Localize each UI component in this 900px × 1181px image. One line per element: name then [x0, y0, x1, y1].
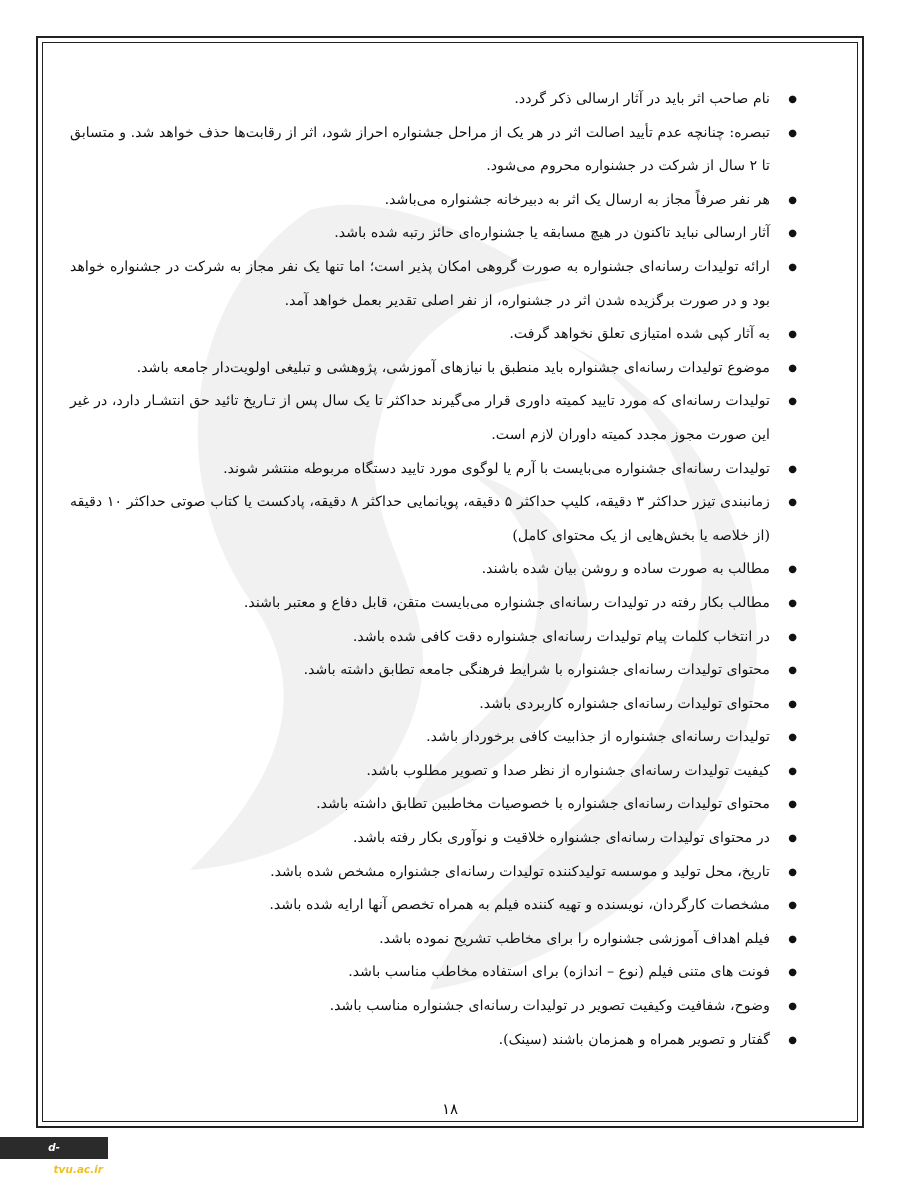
requirements-content [70, 83, 800, 1057]
list-item: ● موضوع تولیدات رسانه‌ای جشنواره باید منطبق با نیازهای آموزشی، پژوهشی و تبلیغی اولویت‌دار جامعه باشد. [70, 352, 800, 386]
list-item: ● محتوای تولیدات رسانه‌ای جشنواره کاربردی باشد. [70, 688, 800, 722]
list-item: ● زمانبندی تیزر حداکثر ۳ دقیقه، کلیپ حداکثر ۵ دقیقه، پویانمایی حداکثر ۸ دقیقه، پادکست یا کتاب صوتی حداکثر ۱۰ دقیقه (از خلاصه یا بخش‌هایی از یک محتوای کامل) [70, 486, 800, 553]
list-item: ● فونت های متنی فیلم (نوع – اندازه) برای استفاده مخاطب مناسب باشد. [70, 956, 800, 990]
page-number: ۱۸ [441, 1100, 459, 1118]
list-item: ● نام صاحب اثر باید در آثار ارسالی ذکر گردد. [70, 83, 800, 117]
list-item: ● گفتار و تصویر همراه و همزمان باشند (سینک). [70, 1024, 800, 1058]
list-item: ● مطالب به صورت ساده و روشن بیان شده باشند. [70, 553, 800, 587]
list-item: ● تولیدات رسانه‌ای جشنواره می‌بایست با آرم یا لوگوی مورد تایید دستگاه مربوطه منتشر شوند. [70, 453, 800, 487]
list-item: ● در محتوای تولیدات رسانه‌ای جشنواره خلاقیت و نوآوری بکار رفته باشد. [70, 822, 800, 856]
list-item: ● به آثار کپی شده امتیازی تعلق نخواهد گرفت. [70, 318, 800, 352]
list-item: ● ارائه تولیدات رسانه‌ای جشنواره به صورت گروهی امکان پذیر است؛ اما تنها یک نفر مجاز به شرکت در جشنواره خواهد بود و در صورت برگزیده شدن اثر در جشنواره، از نفر اصلی تقدیر بعمل خواهد آمد. [70, 251, 800, 318]
list-item: ● وضوح، شفافیت وکیفیت تصویر در تولیدات رسانه‌ای جشنواره مناسب باشد. [70, 990, 800, 1024]
list-item: ● تبصره: چنانچه عدم تأیید اصالت اثر در هر یک از مراحل جشنواره احراز شود، اثر از رقابت‌ها حذف خواهد شد. و متسابق تا ۲ سال از شرکت در جشنواره محروم می‌شود. [70, 117, 800, 184]
list-item: ● فیلم اهداف آموزشی جشنواره را برای مخاطب تشریح نموده باشد. [70, 923, 800, 957]
requirements-list [70, 83, 800, 1057]
list-item: ● هر نفر صرفاً مجاز به ارسال یک اثر به دبیرخانه جشنواره می‌باشد. [70, 184, 800, 218]
list-item: ● محتوای تولیدات رسانه‌ای جشنواره با شرایط فرهنگی جامعه تطابق داشته باشد. [70, 654, 800, 688]
list-item: ● آثار ارسالی نباید تاکنون در هیچ مسابقه یا جشنواره‌ای حائز رتبه شده باشد. [70, 217, 800, 251]
list-item: ● در انتخاب کلمات پیام تولیدات رسانه‌ای جشنواره دقت کافی شده باشد. [70, 621, 800, 655]
list-item: ● مطالب بکار رفته در تولیدات رسانه‌ای جشنواره می‌بایست متقن، قابل دفاع و معتبر باشند. [70, 587, 800, 621]
list-item: ● کیفیت تولیدات رسانه‌ای جشنواره از نظر صدا و تصویر مطلوب باشد. [70, 755, 800, 789]
list-item: ● تولیدات رسانه‌ای که مورد تایید کمیته داوری قرار می‌گیرند حداکثر تا یک سال پس از تـاریخ تائید حق انتشـار دارد، در غیر این صورت مجوز مجدد کمیته داوران لازم است. [70, 385, 800, 452]
site-url-label[interactable] [0, 1137, 108, 1176]
list-item: ● تاریخ، محل تولید و موسسه تولیدکننده تولیدات رسانه‌ای جشنواره مشخص شده باشد. [70, 856, 800, 890]
site-url-prefix: d-kerman. [5, 1142, 60, 1176]
list-item: ● مشخصات کارگردان، نویسنده و تهیه کننده فیلم به همراه تخصص آنها ارایه شده باشد. [70, 889, 800, 923]
site-url-domain: tvu.ac.ir [53, 1164, 103, 1176]
list-item: ● محتوای تولیدات رسانه‌ای جشنواره با خصوصیات مخاطبین تطابق داشته باشد. [70, 788, 800, 822]
list-item: ● تولیدات رسانه‌ای جشنواره از جذابیت کافی برخوردار باشد. [70, 721, 800, 755]
